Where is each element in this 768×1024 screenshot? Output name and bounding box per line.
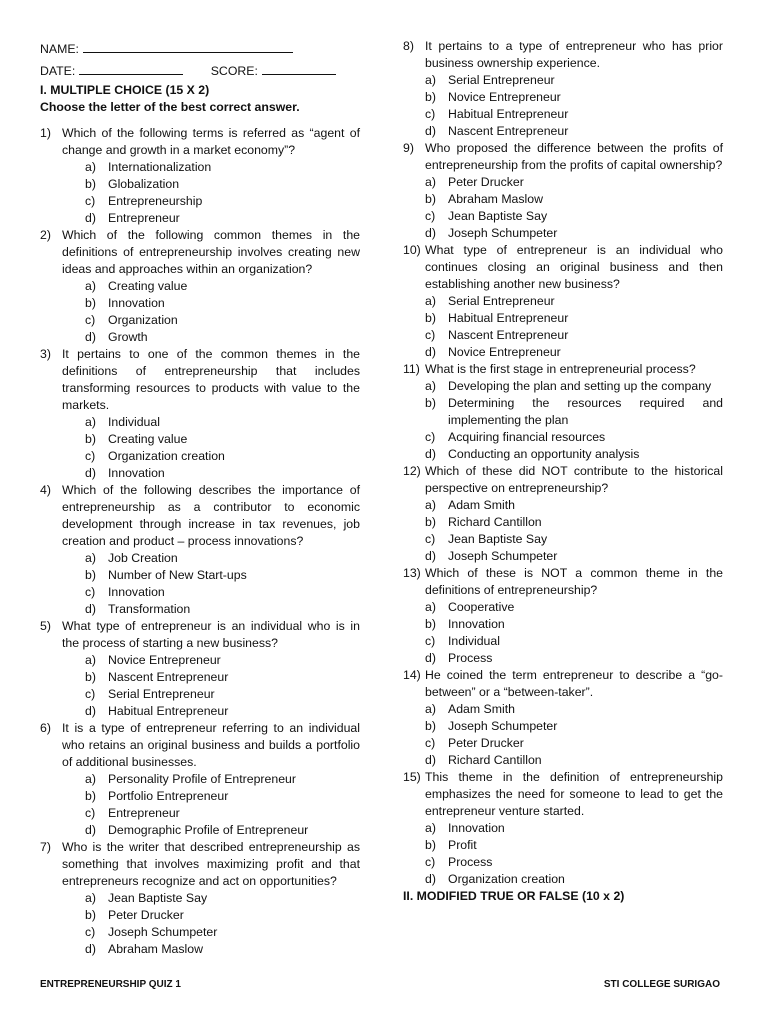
option-text: Acquiring financial resources [448,430,606,444]
option-letter: b) [85,296,96,310]
answer-option [85,329,360,346]
option-letter: b) [425,311,436,325]
answer-option [425,191,723,208]
option-letter: d) [425,549,436,563]
option-text: Joseph Schumpeter [448,549,558,563]
option-text: Organization creation [108,449,225,463]
question-10 [403,242,723,361]
option-letter: c) [425,430,436,444]
answer-options [403,378,723,463]
option-text: Novice Entrepreneur [448,345,561,359]
option-letter: d) [85,330,96,344]
option-letter: c) [85,194,96,208]
question-number: 3) [40,347,51,361]
question-text: Who proposed the difference between the profits of entrepreneurship from the profits of capital ownership? [425,141,723,172]
answer-option [85,924,360,941]
question-text: He coined the term entrepreneur to describe a “go-between” or a “between-taker”. [425,668,723,699]
option-text: Jean Baptiste Say [448,209,548,223]
answer-option [425,72,723,89]
question-4 [40,482,360,618]
option-text: Habitual Entrepreneur [108,704,229,718]
option-letter: d) [85,211,96,225]
question-number: 4) [40,483,51,497]
left-question-list [40,125,360,958]
question-stem [40,125,360,159]
option-text: Peter Drucker [448,736,524,750]
answer-option [85,601,360,618]
option-letter: a) [425,175,436,189]
answer-options [403,701,723,769]
option-text: Joseph Schumpeter [108,925,218,939]
question-12 [403,463,723,565]
answer-option [85,465,360,482]
option-letter: d) [85,602,96,616]
option-letter: b) [85,568,96,582]
option-letter: d) [425,872,436,886]
question-8 [403,38,723,140]
option-letter: a) [425,379,436,393]
option-text: Nascent Entrepreneur [448,328,569,342]
answer-option [425,446,723,463]
option-text: Globalization [108,177,180,191]
option-text: Cooperative [448,600,515,614]
option-text: Entrepreneurship [108,194,203,208]
date-label: DATE: [40,64,76,78]
answer-option [85,703,360,720]
option-text: Job Creation [108,551,178,565]
option-letter: c) [85,925,96,939]
name-blank[interactable] [83,38,293,53]
option-letter: d) [85,704,96,718]
answer-option [425,752,723,769]
question-3 [40,346,360,482]
option-text: Novice Entrepreneur [448,90,561,104]
question-2 [40,227,360,346]
question-stem [403,361,723,378]
question-stem [40,346,360,414]
answer-option [425,378,723,395]
option-text: Abraham Maslow [108,942,203,956]
answer-option [425,548,723,565]
option-letter: a) [85,415,96,429]
answer-option [85,584,360,601]
question-number: 1) [40,126,51,140]
answer-option [85,210,360,227]
option-letter: b) [425,719,436,733]
option-letter: d) [425,447,436,461]
answer-option [85,771,360,788]
question-text: Which of these is NOT a common theme in the definitions of entrepreneurship? [425,566,723,597]
answer-options [403,497,723,565]
answer-options [40,550,360,618]
answer-option [85,159,360,176]
option-text: Novice Entrepreneur [108,653,221,667]
option-text: Abraham Maslow [448,192,543,206]
option-text: Creating value [108,279,188,293]
question-number: 12) [403,464,421,478]
answer-option [85,312,360,329]
option-text: Nascent Entrepreneur [108,670,229,684]
answer-option [425,599,723,616]
option-text: Process [448,855,493,869]
option-letter: c) [425,532,436,546]
option-text: Process [448,651,493,665]
question-text: What type of entrepreneur is an individual who is in the process of starting a new business? [62,619,360,650]
option-text: Nascent Entrepreneur [448,124,569,138]
option-letter: d) [425,124,436,138]
answer-option [85,431,360,448]
option-text: Innovation [108,585,165,599]
option-letter: a) [85,160,96,174]
option-text: Innovation [448,821,505,835]
section-2-title: II. MODIFIED TRUE OR FALSE (10 x 2) [403,889,625,903]
answer-option [85,414,360,431]
answer-option [425,310,723,327]
option-letter: b) [425,515,436,529]
answer-options [403,72,723,140]
option-text: Internationalization [108,160,212,174]
question-stem [403,242,723,293]
answer-option [85,295,360,312]
name-line [40,38,360,60]
option-letter: c) [85,313,96,327]
option-text: Organization [108,313,178,327]
option-letter: c) [425,736,436,750]
answer-option [425,735,723,752]
option-letter: c) [425,107,436,121]
question-number: 6) [40,721,51,735]
answer-option [85,890,360,907]
answer-option [425,395,723,429]
option-letter: b) [425,396,436,410]
answer-option [425,208,723,225]
option-text: Adam Smith [448,498,515,512]
answer-option [425,854,723,871]
answer-options [40,159,360,227]
answer-option [85,448,360,465]
answer-option [425,497,723,514]
answer-option [85,805,360,822]
answer-options [40,652,360,720]
option-letter: a) [85,653,96,667]
option-letter: b) [85,432,96,446]
option-text: Peter Drucker [108,908,184,922]
footer-right: STI COLLEGE SURIGAO [603,979,720,990]
question-number: 14) [403,668,421,682]
option-text: Developing the plan and setting up the company [448,379,712,393]
option-text: Innovation [448,617,505,631]
answer-options [40,414,360,482]
answer-option [85,788,360,805]
option-text: Transformation [108,602,191,616]
question-9 [403,140,723,242]
answer-option [85,907,360,924]
option-text: Personality Profile of Entrepreneur [108,772,296,786]
answer-option [85,193,360,210]
answer-option [425,820,723,837]
question-text: Which of the following terms is referred as “agent of change and growth in a market economy”? [62,126,360,157]
option-text: Peter Drucker [448,175,524,189]
left-column [40,38,360,958]
answer-option [425,650,723,667]
answer-option [85,669,360,686]
option-text: Profit [448,838,477,852]
answer-option [85,550,360,567]
question-stem [40,720,360,771]
question-text: Which of these did NOT contribute to the historical perspective on entrepreneurship? [425,464,723,495]
answer-options [403,820,723,888]
option-letter: c) [425,328,436,342]
answer-option [425,633,723,650]
option-text: Number of New Start-ups [108,568,247,582]
option-text: Portfolio Entrepreneur [108,789,229,803]
option-letter: d) [425,345,436,359]
right-question-list [403,38,723,888]
answer-option [425,123,723,140]
option-text: Joseph Schumpeter [448,226,558,240]
question-text: What type of entrepreneur is an individual who continues closing an original business and then establishing another new business? [425,243,723,291]
option-letter: c) [85,585,96,599]
option-text: Richard Cantillon [448,515,542,529]
option-letter: d) [85,823,96,837]
question-stem [403,38,723,72]
option-letter: b) [425,192,436,206]
right-column [403,38,723,905]
question-stem [403,667,723,701]
question-number: 7) [40,840,51,854]
question-text: Which of the following common themes in the definitions of entrepreneurship involves creating new ideas and approaches within an organization? [62,228,360,276]
answer-option [425,514,723,531]
question-stem [403,463,723,497]
question-number: 8) [403,39,414,53]
option-text: Individual [108,415,160,429]
question-stem [403,769,723,820]
answer-option [425,106,723,123]
answer-option [85,278,360,295]
option-letter: b) [85,789,96,803]
answer-option [425,701,723,718]
answer-option [425,718,723,735]
option-letter: b) [85,670,96,684]
option-text: Jean Baptiste Say [108,891,208,905]
option-text: Jean Baptiste Say [448,532,548,546]
option-text: Richard Cantillon [448,753,542,767]
answer-option [425,616,723,633]
option-letter: d) [425,651,436,665]
option-letter: d) [425,226,436,240]
answer-option [425,225,723,242]
option-text: Growth [108,330,148,344]
option-letter: b) [425,90,436,104]
option-letter: c) [85,449,96,463]
question-15 [403,769,723,888]
question-1 [40,125,360,227]
answer-options [403,174,723,242]
question-stem [40,227,360,278]
question-stem [40,839,360,890]
footer-left: ENTREPRENEURSHIP QUIZ 1 [40,979,181,990]
question-6 [40,720,360,839]
option-text: Creating value [108,432,188,446]
option-letter: c) [425,634,436,648]
option-text: Joseph Schumpeter [448,719,558,733]
section-1-instruction: Choose the letter of the best correct answer. [40,100,300,114]
answer-option [425,89,723,106]
question-14 [403,667,723,769]
answer-option [425,293,723,310]
answer-option [85,567,360,584]
answer-options [403,599,723,667]
option-text: Serial Entrepreneur [448,73,555,87]
option-text: Habitual Entrepreneur [448,107,569,121]
option-letter: d) [425,753,436,767]
answer-option [425,344,723,361]
question-13 [403,565,723,667]
question-5 [40,618,360,720]
option-text: Entrepreneur [108,211,180,225]
question-number: 11) [403,362,420,376]
option-text: Conducting an opportunity analysis [448,447,640,461]
question-text: It pertains to a type of entrepreneur who has prior business ownership experience. [425,39,723,70]
option-text: Demographic Profile of Entrepreneur [108,823,309,837]
option-letter: c) [85,687,96,701]
page-footer [40,976,720,993]
option-letter: a) [425,294,436,308]
option-text: Determining the resources required and implementing the plan [448,396,723,427]
section-1-title: I. MULTIPLE CHOICE (15 X 2) [40,83,210,97]
answer-option [85,941,360,958]
question-number: 2) [40,228,51,242]
question-text: Who is the writer that described entrepreneurship as something that involves maximizing profit and that entrepreneurs recognize and act on opportunities? [62,840,360,888]
option-letter: b) [425,617,436,631]
answer-option [425,531,723,548]
option-letter: c) [425,209,436,223]
question-text: It is a type of entrepreneur referring to an individual who retains an original business and builds a portfolio of additional businesses. [62,721,360,769]
answer-option [85,822,360,839]
question-number: 15) [403,770,421,784]
date-score-line [40,60,360,82]
answer-option [85,652,360,669]
option-letter: a) [85,551,96,565]
option-letter: a) [425,600,436,614]
answer-option [85,686,360,703]
option-text: Serial Entrepreneur [448,294,555,308]
question-stem [403,140,723,174]
question-7 [40,839,360,958]
option-letter: a) [425,73,436,87]
option-letter: d) [85,942,96,956]
question-text: It pertains to one of the common themes in the definitions of entrepreneurship that includes transforming resources to products with value to the markets. [62,347,360,412]
option-letter: a) [85,279,96,293]
option-letter: b) [85,177,96,191]
option-letter: a) [85,772,96,786]
question-number: 10) [403,243,421,257]
option-letter: a) [425,498,436,512]
answer-options [40,278,360,346]
answer-options [403,293,723,361]
answer-option [425,429,723,446]
score-label: SCORE: [210,64,258,78]
answer-option [425,327,723,344]
answer-option [425,174,723,191]
question-text: This theme in the definition of entrepreneurship emphasizes the need for someone to lead to get the entrepreneur venture started. [425,770,723,818]
option-letter: c) [425,855,436,869]
answer-options [40,771,360,839]
question-stem [40,618,360,652]
answer-options [40,890,360,958]
option-letter: a) [425,702,436,716]
option-letter: b) [425,838,436,852]
option-letter: a) [85,891,96,905]
question-number: 5) [40,619,51,633]
score-blank[interactable] [262,60,336,75]
question-number: 13) [403,566,421,580]
option-letter: a) [425,821,436,835]
option-text: Serial Entrepreneur [108,687,215,701]
answer-option [85,176,360,193]
option-text: Organization creation [448,872,565,886]
option-text: Entrepreneur [108,806,180,820]
date-blank[interactable] [79,60,183,75]
option-text: Habitual Entrepreneur [448,311,569,325]
question-11 [403,361,723,463]
question-number: 9) [403,141,414,155]
question-text: Which of the following describes the importance of entrepreneurship as a contributor to economic development through increase in tax revenues, job creation and product – process innovations? [62,483,360,548]
question-text: What is the first stage in entrepreneurial process? [425,362,696,376]
name-label: NAME: [40,42,79,56]
option-letter: d) [85,466,96,480]
option-text: Innovation [108,296,165,310]
answer-option [425,837,723,854]
option-text: Innovation [108,466,165,480]
option-letter: c) [85,806,96,820]
question-stem [40,482,360,550]
option-letter: b) [85,908,96,922]
question-stem [403,565,723,599]
option-text: Individual [448,634,500,648]
answer-option [425,871,723,888]
option-text: Adam Smith [448,702,515,716]
